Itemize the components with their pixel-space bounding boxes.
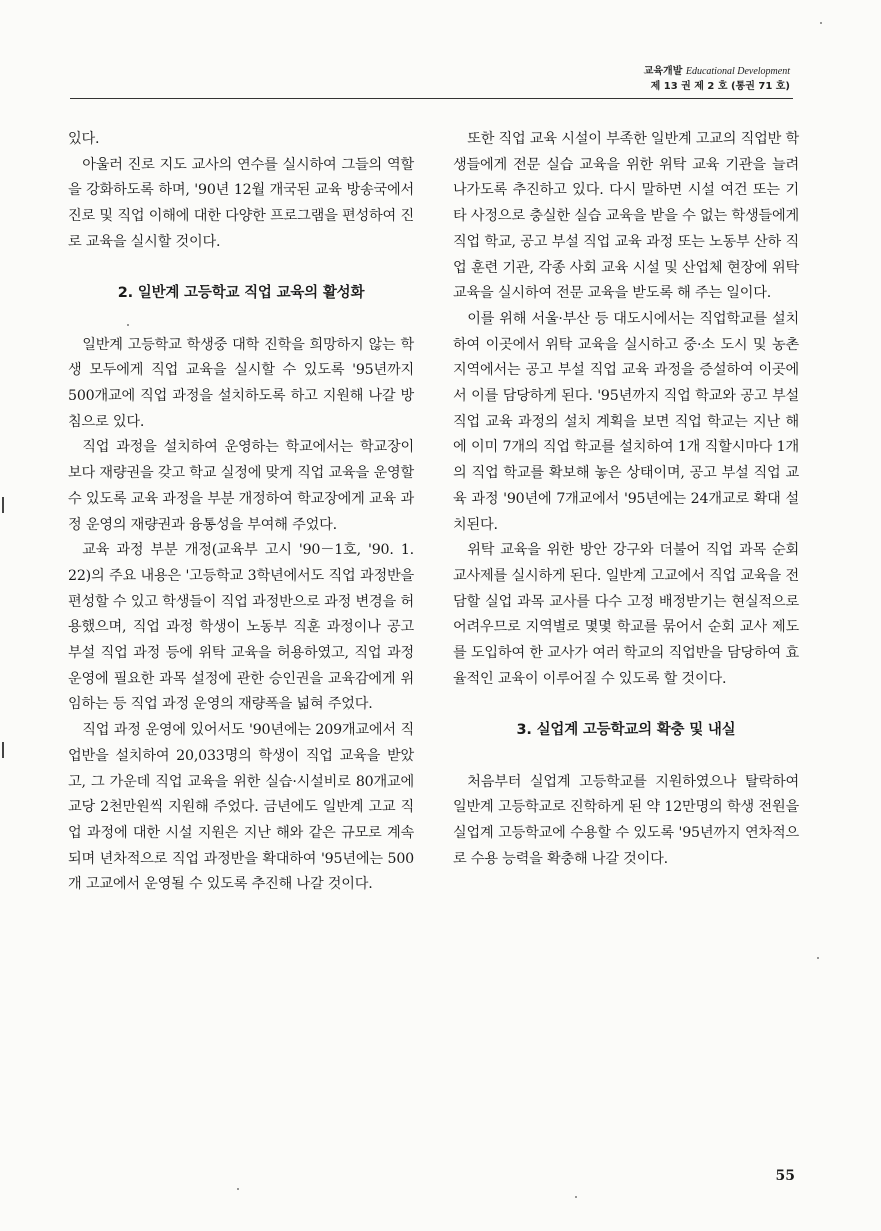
scan-mark — [2, 742, 4, 758]
left-column — [68, 127, 414, 898]
body-paragraph: 이를 위해 서울·부산 등 대도시에서는 직업학교를 설치하여 이곳에서 위탁 교육을 실시하고 중·소 도시 및 농촌 지역에서는 공고 부설 직업 교육 과정을 증설하여 이곳에서 이를 담당하게 된다. '95년까지 직업 학교와 공고 부설 직업 교육 과정의 설치 계획을 보면 직업 학교는 지난 해에 이미 7개의 직업 학교를 설치하여 1개 직할시마다 1개의 직업 학교를 확보해 놓은 상태이며, 공고 부설 직업 교육 과정 '90년에 7개교에서 '95년에는 24개교로 확대 설치된다. — [453, 310, 799, 533]
page-number: 55 — [775, 1168, 795, 1184]
right-column — [453, 127, 799, 872]
body-paragraph: 있다. — [68, 131, 100, 147]
body-paragraph: 직업 과정 운영에 있어서도 '90년에는 209개교에서 직업반을 설치하여 20,033명의 학생이 직업 교육을 받았고, 그 가운데 직업 교육을 위한 실습·시설비로 80개교에 교당 2천만원씩 지원해 주었다. 금년에도 일반계 고교 직업 과정에 대한 시설 지원은 지난 해와 같은 규모로 계속되며 년차적으로 직업 과정반을 확대하여 '95년에는 500개 고교에서 운영될 수 있도록 추진해 나갈 것이다. — [68, 722, 414, 893]
section-heading: 3. 실업계 고등학교의 확충 및 내실 — [516, 722, 736, 739]
body-paragraph: 처음부터 실업계 고등학교를 지원하였으나 탈락하여 일반계 고등학교로 진학하게 된 약 12만명의 학생 전원을 실업계 고등학교에 수용할 수 있도록 '95년까지 연차적으로 수용 능력을 확충해 나갈 것이다. — [453, 773, 799, 867]
spacer — [68, 307, 414, 333]
body-paragraph: 직업 과정을 설치하여 운영하는 학교에서는 학교장이 보다 재량권을 갖고 학교 실정에 맞게 직업 교육을 운영할 수 있도록 교육 과정을 부분 개정하여 학교장에게 교육 과정 운영의 재량권과 융통성을 부여해 주었다. — [68, 439, 414, 533]
header-rule — [70, 98, 793, 99]
journal-title — [644, 64, 790, 79]
scan-speck — [237, 1188, 239, 1190]
spacer — [68, 256, 414, 282]
journal-title-english: Educational Development — [685, 66, 790, 77]
body-paragraph: 또한 직업 교육 시설이 부족한 일반계 고교의 직업반 학생들에게 전문 실습 교육을 위한 위탁 교육 기관을 늘려 나가도록 추진하고 있다. 다시 말하면 시설 여건 또는 기타 사정으로 충실한 실습 교육을 받을 수 없는 학생들에게 직업 학교, 공고 부설 직업 교육 과정 또는 노동부 산하 직업 훈련 기관, 각종 사회 교육 시설 및 산업체 현장에 위탁 교육을 실시하여 전문 교육을 받도록 해 주는 일이다. — [453, 131, 799, 302]
spacer — [453, 692, 799, 718]
body-paragraph: 아울러 진로 지도 교사의 연수를 실시하여 그들의 역할을 강화하도록 하며, '90년 12월 개국된 교육 방송국에서 진로 및 직업 이해에 대한 다양한 프로그램을 편성하여 진로 교육을 실시할 것이다. — [68, 156, 414, 250]
body-paragraph: 위탁 교육을 위한 방안 강구와 더불어 직업 과목 순회 교사제를 실시하게 된다. 일반계 고교에서 직업 교육을 전담할 실업 과목 교사를 다수 고정 배정받기는 현실적으로 어려우므로 지역별로 몇몇 학교를 묶어서 순회 교사 제도를 도입하여 한 교사가 여러 학교의 직업반을 담당하여 효율적인 교육이 이루어질 수 있도록 할 것이다. — [453, 542, 799, 687]
body-paragraph: 일반계 고등학교 학생중 대학 진학을 희망하지 않는 학생 모두에게 직업 교육을 실시할 수 있도록 '95년까지 500개교에 직업 과정을 설치하도록 하고 지원해 나갈 방침으로 있다. — [68, 336, 414, 430]
scan-speck — [820, 22, 822, 24]
scan-mark — [2, 497, 4, 513]
spacer — [453, 744, 799, 770]
scan-speck — [575, 1196, 577, 1198]
body-paragraph: 교육 과정 부분 개정(교육부 고시 '90－1호, '90. 1. 22)의 주요 내용은 '고등학교 3학년에서도 직업 과정반을 편성할 수 있고 학생들이 직업 과정반으로 과정 변경을 허용했으며, 직업 과정 학생이 노동부 직훈 과정이나 공고 부설 직업 과정 등에 위탁 교육을 허용하였고, 직업 과정 운영에 필요한 과목 설정에 관한 승인권을 교육감에게 위임하는 등 직업 과정 운영의 재량폭을 넓혀 주었다. — [68, 542, 414, 713]
running-header — [644, 64, 790, 94]
journal-title-korean: 교육개발 — [643, 66, 683, 77]
scan-speck — [127, 324, 129, 326]
issue-info: 제 13 권 제 2 호 (통권 71 호) — [650, 81, 790, 92]
scan-speck — [817, 957, 819, 959]
section-heading: 2. 일반계 고등학교 직업 교육의 활성화 — [117, 285, 365, 302]
